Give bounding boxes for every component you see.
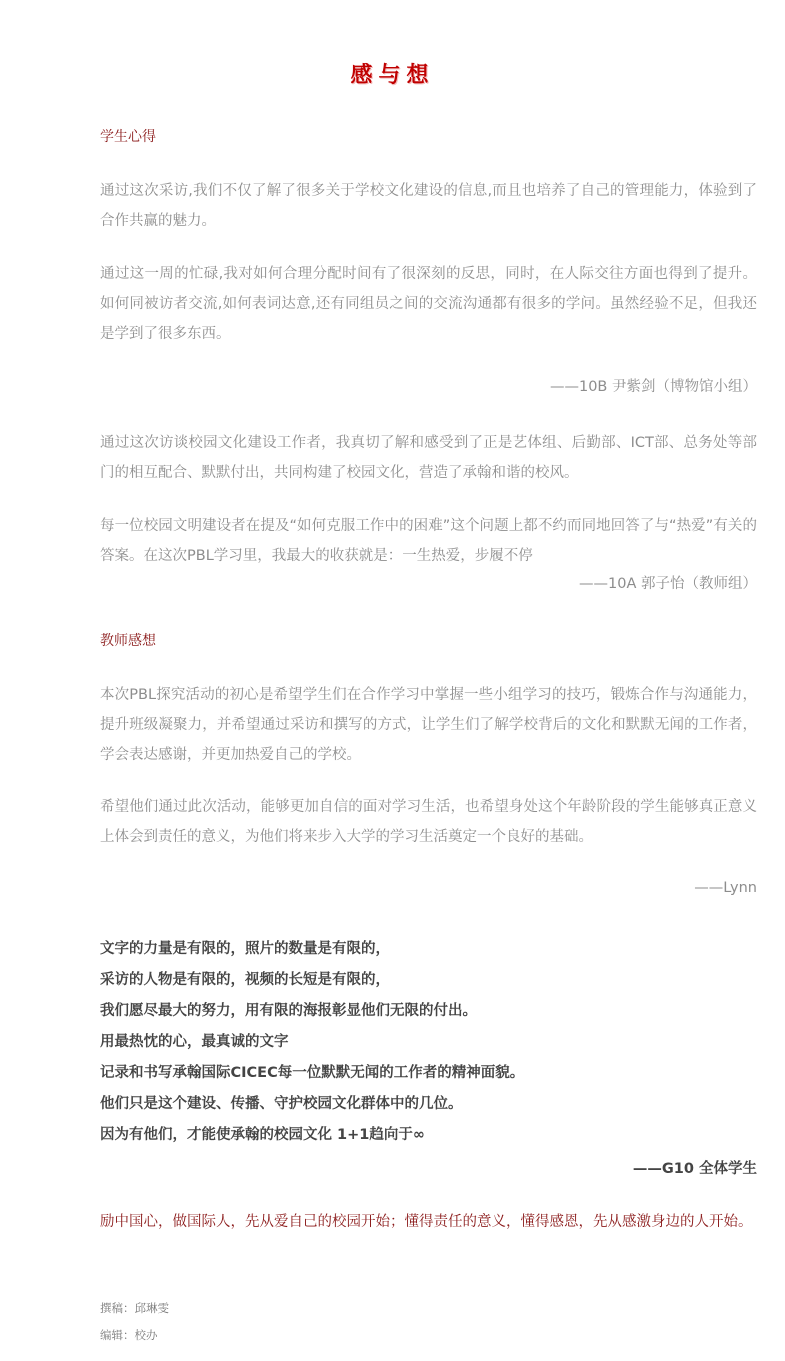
student-paragraph-1: 通过这次采访,我们不仅了解了很多关于学校文化建设的信息,而且也培养了自己的管理能力，体验到了合作共赢的魅力。 bbox=[100, 183, 757, 229]
page-title: 感与想 bbox=[350, 63, 435, 88]
poem-line: 我们愿尽最大的努力，用有限的海报彰显他们无限的付出。 bbox=[100, 1003, 477, 1019]
author-credit: 撰稿：邱琳雯 bbox=[100, 1301, 169, 1315]
student-paragraph-3: 通过这次访谈校园文化建设工作者，我真切了解和感受到了正是艺体组、后勤部、ICT部、总务处等部门的相互配合、默默付出，共同构建了校园文化，营造了承翰和谐的校风。 bbox=[100, 435, 757, 481]
school-motto: 励中国心，做国际人，先从爱自己的校园开始；懂得责任的意义，懂得感恩，先从感激身边的人开始。 bbox=[100, 1214, 753, 1230]
poem-line: 因为有他们，才能使承翰的校园文化 1+1趋向于∞ bbox=[100, 1127, 425, 1143]
student-signature-2: ——10A 郭子怡（教师组） bbox=[579, 576, 757, 592]
teacher-paragraph-1: 本次PBL探究活动的初心是希望学生们在合作学习中掌握一些小组学习的技巧，锻炼合作与沟通能力，提升班级凝聚力，并希望通过采访和撰写的方式，让学生们了解学校背后的文化和默默无闻的工作者，学会表达感谢，并更加热爱自己的学校。 bbox=[100, 687, 757, 763]
poem-signature: ——G10 全体学生 bbox=[632, 1161, 757, 1177]
student-paragraph-2: 通过这一周的忙碌,我对如何合理分配时间有了很深刻的反思，同时，在人际交往方面也得到了提升。如何同被访者交流,如何表词达意,还有同组员之间的交流沟通都有很多的学问。虽然经验不足，但我还是学到了很多东西。 bbox=[100, 266, 757, 342]
student-signature-1: ——10B 尹紫剑（博物馆小组） bbox=[549, 379, 757, 395]
poem-line: 用最热忱的心，最真诚的文字 bbox=[100, 1034, 289, 1050]
teacher-section-heading: 教师感想 bbox=[100, 633, 156, 649]
student-section-heading: 学生心得 bbox=[100, 129, 156, 145]
poem-line: 记录和书写承翰国际CICEC每一位默默无闻的工作者的精神面貌。 bbox=[100, 1065, 525, 1081]
poem-line: 采访的人物是有限的，视频的长短是有限的， bbox=[100, 972, 390, 988]
editor-credit: 编辑：校办 bbox=[100, 1328, 158, 1342]
student-paragraph-4: 每一位校园文明建设者在提及“如何克服工作中的困难”这个问题上都不约而同地回答了与“热爱”有关的答案。在这次PBL学习里，我最大的收获就是：一生热爱，步履不停 bbox=[100, 518, 757, 564]
teacher-signature: ——Lynn bbox=[694, 880, 757, 896]
teacher-paragraph-2: 希望他们通过此次活动，能够更加自信的面对学习生活，也希望身处这个年龄阶段的学生能够真正意义上体会到责任的意义，为他们将来步入大学的学习生活奠定一个良好的基础。 bbox=[100, 799, 757, 845]
poem-line: 文字的力量是有限的，照片的数量是有限的， bbox=[100, 941, 390, 957]
poem-line: 他们只是这个建设、传播、守护校园文化群体中的几位。 bbox=[100, 1096, 463, 1112]
